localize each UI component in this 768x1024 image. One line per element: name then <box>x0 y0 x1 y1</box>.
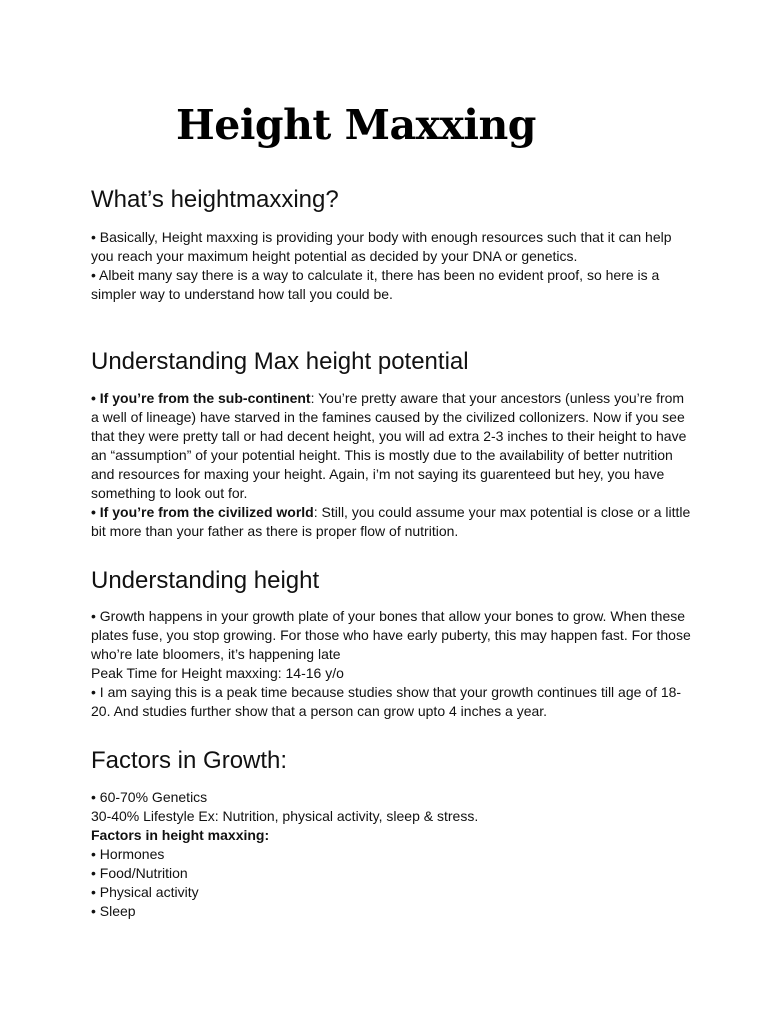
item-bold-label: • If you’re from the sub-continent <box>91 390 311 406</box>
list-item: • Sleep <box>91 903 136 919</box>
list-item: • Physical activity <box>91 884 199 900</box>
factors-subheading: Factors in height maxxing: <box>91 827 270 843</box>
list-item: • Food/Nutrition <box>91 865 188 881</box>
section-3-paragraph: • Growth happens in your growth plate of your bones that allow your bones to grow. When these plates fuse, you stop growing. For those who have early puberty, this may happen fast. For those who’re late bloomers, it’s happening late <box>91 608 691 662</box>
section-1-paragraph: • Albeit many say there is a way to calculate it, there has been no evident proof, so here is a simpler way to understand how tall you could be. <box>91 267 660 302</box>
section-heading-understanding-height: Understanding height <box>91 567 320 594</box>
item-text: : You’re pretty aware that your ancestors (unless you’re from a well of lineage) have starved in the famines caused by the civilized collonizers. Now if you see that they were pretty tall or had decent height, you will ad extra 2-3 inches to their height to have an “assumption” of your potential height. This is mostly due to the availability of better nutrition and resources for maxing your height. Again, i’m not saying its guarenteed but hey, you have something to look out for. <box>91 390 687 501</box>
section-3-paragraph: • I am saying this is a peak time because studies show that your growth continues till age of 18-20. And studies further show that a person can grow upto 4 inches a year. <box>91 684 682 719</box>
section-heading-max-height-potential: Understanding Max height potential <box>91 348 469 375</box>
item-bold-label: • If you’re from the civilized world <box>91 504 314 520</box>
list-item: • 60-70% Genetics <box>91 789 208 805</box>
section-2-item <box>91 389 691 503</box>
section-1-body <box>91 228 691 304</box>
section-3-paragraph: Peak Time for Height maxxing: 14-16 y/o <box>91 665 344 681</box>
list-item: • Hormones <box>91 846 165 862</box>
list-item: 30-40% Lifestyle Ex: Nutrition, physical activity, sleep & stress. <box>91 808 479 824</box>
section-3-body <box>91 607 691 721</box>
document-title: Height Maxxing <box>176 101 536 149</box>
item-text: : Still, you could assume your max potential is close or a little bit more than your father as there is proper flow of nutrition. <box>91 504 691 539</box>
section-4-body <box>91 788 691 921</box>
section-heading-factors-in-growth: Factors in Growth: <box>91 747 288 774</box>
section-2-body <box>91 389 691 541</box>
section-heading-what-is-heightmaxxing: What’s heightmaxxing? <box>91 186 339 213</box>
section-2-item <box>91 503 691 541</box>
section-1-paragraph: • Basically, Height maxxing is providing your body with enough resources such that it can help you reach your maximum height potential as decided by your DNA or genetics. <box>91 229 672 264</box>
